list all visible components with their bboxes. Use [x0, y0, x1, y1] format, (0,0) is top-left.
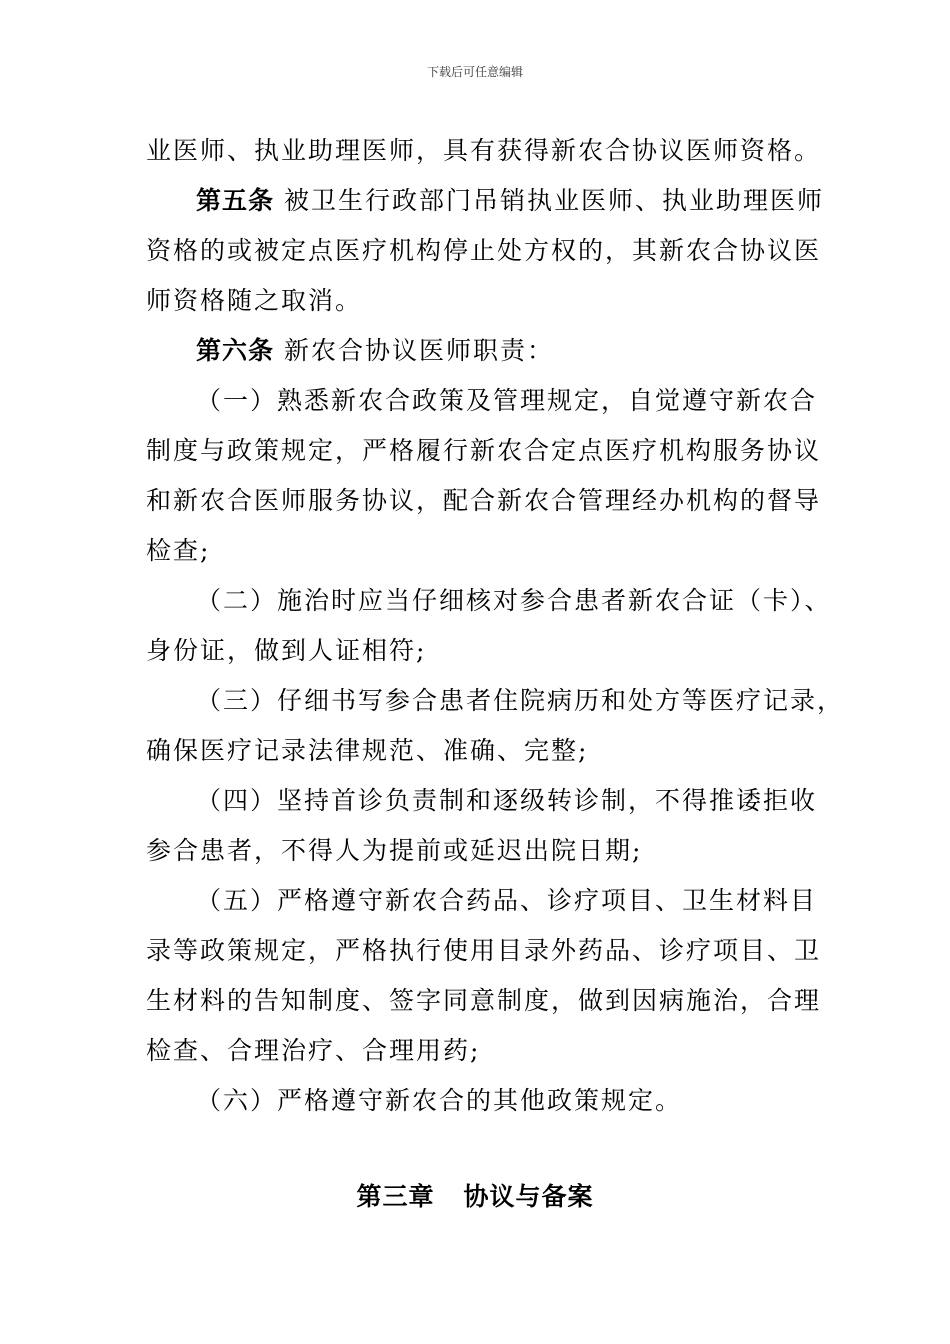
text-line — [146, 326, 808, 376]
line-text: （四）坚持首诊负责制和逐级转诊制，不得推诿拒收 — [196, 786, 818, 815]
text-line — [146, 676, 845, 726]
line-text: 新农合协议医师职责： — [274, 336, 554, 365]
line-text: 生材料的告知制度、签字同意制度，做到因病施治，合理 — [146, 986, 822, 1015]
document-body — [146, 126, 845, 1126]
line-text: 师资格随之取消。 — [146, 286, 363, 315]
text-line — [146, 1076, 808, 1126]
text-line — [146, 576, 832, 626]
text-line — [146, 526, 808, 576]
page-header: 下载后可任意编辑 — [426, 65, 523, 79]
line-text: （五）严格遵守新农合药品、诊疗项目、卫生材料目 — [196, 886, 818, 915]
text-line — [146, 1026, 808, 1076]
line-text: （二）施治时应当仔细核对参合患者新农合证（卡）、 — [196, 586, 832, 615]
text-line — [146, 726, 808, 776]
text-line — [146, 426, 822, 476]
text-line — [146, 826, 808, 876]
chapter-title: 第三章 协议与备案 — [356, 1182, 594, 1211]
text-line — [146, 926, 822, 976]
text-line — [146, 226, 822, 276]
line-text: 制度与政策规定，严格履行新农合定点医疗机构服务协议 — [146, 436, 822, 465]
text-line — [146, 476, 822, 526]
line-text: 参合患者，不得人为提前或延迟出院日期; — [146, 836, 643, 865]
line-text: 和新农合医师服务协议，配合新农合管理经办机构的督导 — [146, 486, 822, 515]
line-text: 检查、合理治疗、合理用药; — [146, 1036, 481, 1065]
line-text: （六）严格遵守新农合的其他政策规定。 — [196, 1086, 683, 1115]
text-line — [146, 776, 818, 826]
line-text: 被卫生行政部门吊销执业医师、执业助理医师 — [274, 186, 824, 215]
line-text: 身份证，做到人证相符; — [146, 636, 427, 665]
text-line — [146, 626, 808, 676]
line-text: 确保医疗记录法律规范、准确、完整; — [146, 736, 589, 765]
text-line — [146, 376, 818, 426]
line-text: （三）仔细书写参合患者住院病历和处方等医疗记录， — [196, 686, 845, 715]
article-number: 第六条 — [196, 336, 275, 365]
line-text: 检查; — [146, 536, 211, 565]
line-text: 业医师、执业助理医师，具有获得新农合协议医师资格。 — [146, 136, 822, 165]
text-line — [146, 976, 822, 1026]
text-line — [146, 176, 824, 226]
line-text: 资格的或被定点医疗机构停止处方权的，其新农合协议医 — [146, 236, 822, 265]
text-line — [146, 126, 822, 176]
line-text: 录等政策规定，严格执行使用目录外药品、诊疗项目、卫 — [146, 936, 822, 965]
line-text: （一）熟悉新农合政策及管理规定，自觉遵守新农合 — [196, 386, 818, 415]
text-line — [146, 276, 808, 326]
text-line — [146, 876, 818, 926]
article-number: 第五条 — [196, 186, 275, 215]
